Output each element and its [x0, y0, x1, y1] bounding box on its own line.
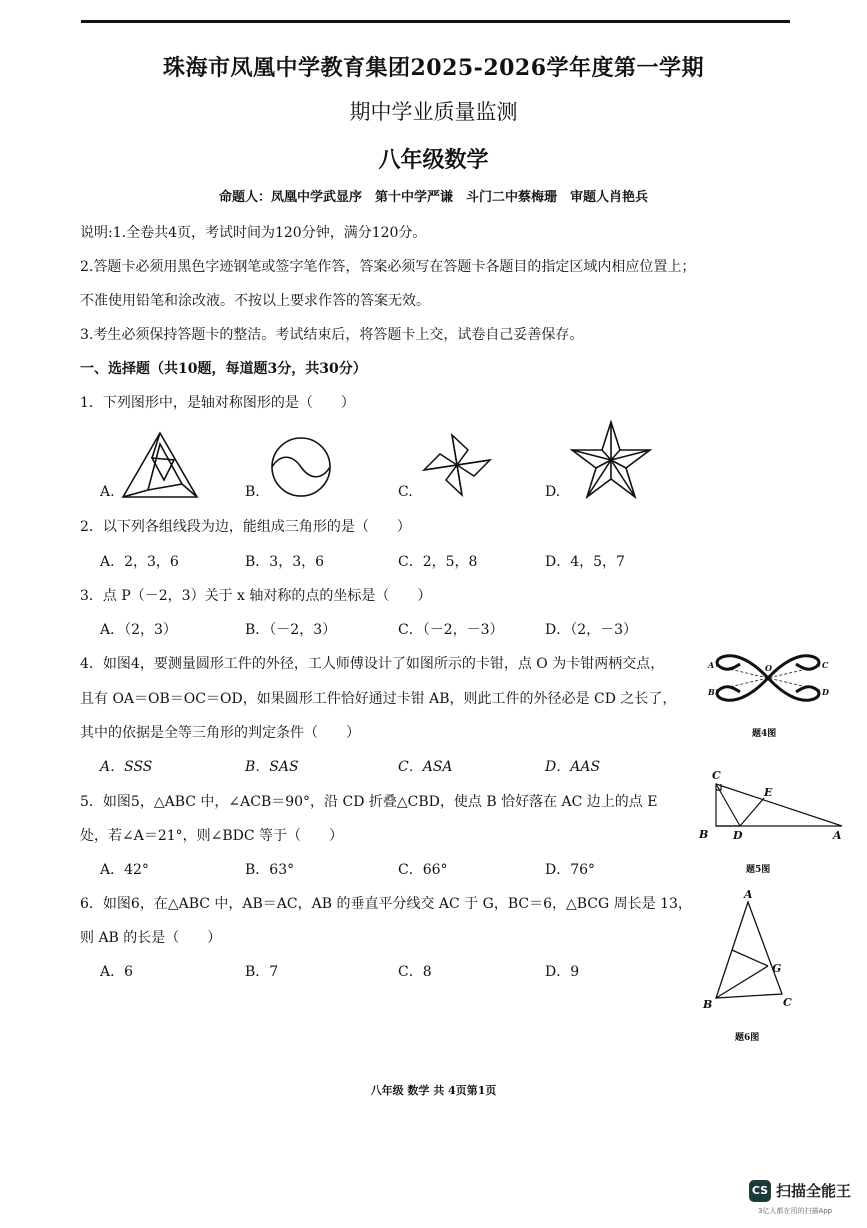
q5-label-b: B — [699, 828, 709, 841]
q6-option-d[interactable]: D．9 — [545, 964, 580, 980]
camscanner-tagline: 3亿人都在用的扫描App — [758, 1207, 833, 1215]
camscanner-name: 扫描全能王 — [776, 1182, 852, 1200]
q6-option-c[interactable]: C．8 — [398, 964, 432, 980]
q6-option-a[interactable]: A．6 — [100, 964, 134, 980]
instruction-2: 2.答题卡必须用黑色字迹钢笔或签字笔作答，答案必须写在答题卡各题目的指定区域内相应位置上； — [80, 259, 696, 275]
q5-option-d[interactable]: D．76° — [545, 862, 596, 878]
q5-option-b[interactable]: B．63° — [245, 862, 295, 878]
q4-label-o: O — [765, 663, 772, 673]
q3-option-a[interactable]: A．（2，3） — [100, 622, 177, 638]
q1-stem: 1．下列图形中，是轴对称图形的是（ ） — [80, 395, 355, 411]
q4-option-d[interactable]: D．AAS — [545, 759, 601, 775]
q1-option-c[interactable]: C. — [398, 484, 413, 500]
instruction-3: 3.考生必须保持答题卡的整洁。考试结束后，将答题卡上交，试卷自己妥善保存。 — [80, 327, 584, 343]
q3-option-c[interactable]: C．（－2，－3） — [398, 622, 504, 638]
q6-caption: 题6图 — [735, 1033, 760, 1043]
q4-option-c[interactable]: C．ASA — [398, 759, 453, 775]
q5-figure-triangle — [696, 766, 846, 846]
q4-label-a: A — [708, 660, 715, 670]
q1-option-a[interactable]: A. — [100, 484, 115, 500]
authors-line: 命题人：凤凰中学武显序 第十中学严谦 斗门二中蔡梅珊 审题人肖艳兵 — [218, 190, 648, 205]
q5-option-c[interactable]: C．66° — [398, 862, 448, 878]
q2-stem: 2．以下列各组线段为边，能组成三角形的是（ ） — [80, 519, 411, 535]
q5-option-a[interactable]: A．42° — [100, 862, 149, 878]
q5-label-e: E — [764, 786, 773, 799]
q5-stem-line-2: 处，若∠A＝21°，则∠BDC 等于（ ） — [80, 828, 344, 844]
q5-label-d: D — [733, 829, 743, 842]
q2-option-a[interactable]: A．2，3，6 — [100, 554, 179, 570]
q2-option-d[interactable]: D．4，5，7 — [545, 554, 625, 570]
exam-subject: 八年级数学 — [378, 147, 489, 173]
q4-figure-caliper — [708, 650, 830, 706]
q6-label-b: B — [703, 998, 713, 1011]
q6-label-g: G — [772, 962, 782, 975]
q4-option-b[interactable]: B．SAS — [245, 759, 299, 775]
camscanner-logo-icon: CS — [749, 1180, 771, 1202]
q1-figure-a-nested-triangles — [120, 430, 200, 500]
q5-caption: 题5图 — [746, 865, 771, 875]
q4-caption: 题4图 — [752, 729, 777, 739]
q4-stem-line-2: 且有 OA＝OB＝OC＝OD，如果圆形工件恰好通过卡钳 AB，则此工件的外径必是 CD 之长了， — [80, 691, 677, 707]
top-rule — [81, 20, 790, 23]
q3-option-d[interactable]: D．（2，－3） — [545, 622, 638, 638]
q3-option-b[interactable]: B．（－2，3） — [245, 622, 337, 638]
q6-option-b[interactable]: B．7 — [245, 964, 279, 980]
q4-stem-line-1: 4．如图4，要测量圆形工件的外径，工人师傅设计了如图所示的卡钳，点 O 为卡钳两柄交点， — [80, 656, 665, 672]
q4-label-c: C — [822, 660, 829, 670]
q6-stem-line-2: 则 AB 的长是（ ） — [80, 930, 222, 946]
q2-option-c[interactable]: C．2，5，8 — [398, 554, 478, 570]
q1-figure-d-star — [570, 420, 652, 500]
q4-option-a[interactable]: A．SSS — [100, 759, 153, 775]
q1-option-b[interactable]: B. — [245, 484, 260, 500]
q5-label-c: C — [712, 769, 721, 782]
q5-stem-line-1: 5．如图5，△ABC 中，∠ACB＝90°，沿 CD 折叠△CBD，使点 B 恰好落在 AC 边上的点 E — [80, 794, 658, 810]
q1-option-d[interactable]: D. — [545, 484, 561, 500]
q4-stem-line-3: 其中的依据是全等三角形的判定条件（ ） — [80, 725, 360, 741]
section-heading: 一、选择题（共10题，每道题3分，共30分） — [80, 361, 367, 377]
q4-label-b: B — [708, 687, 715, 697]
q3-stem: 3．点 P（－2，3）关于 x 轴对称的点的坐标是（ ） — [80, 588, 432, 604]
q6-figure-isosceles-triangle — [700, 888, 800, 1014]
q6-stem-line-1: 6．如图6，在△ABC 中，AB＝AC，AB 的垂直平分线交 AC 于 G，BC＝6，△BCG 周长是 13， — [80, 896, 692, 912]
q5-label-a: A — [833, 829, 842, 842]
q4-label-d: D — [822, 687, 829, 697]
q1-figure-b-yin-yang-circle — [270, 436, 332, 498]
exam-title: 珠海市凤凰中学教育集团2025-2026学年度第一学期 — [162, 55, 705, 81]
q2-option-b[interactable]: B．3，3，6 — [245, 554, 325, 570]
instruction-1: 说明:1.全卷共4页，考试时间为120分钟，满分120分。 — [80, 225, 427, 241]
q1-figure-c-pinwheel — [422, 432, 492, 498]
q6-label-c: C — [783, 996, 792, 1009]
instruction-2-cont: 不准使用铅笔和涂改液。不按以上要求作答的答案无效。 — [80, 293, 430, 309]
page-footer: 八年级 数学 共 4页第1页 — [370, 1084, 497, 1097]
exam-subtitle: 期中学业质量监测 — [349, 100, 518, 124]
q6-label-a: A — [744, 888, 753, 901]
